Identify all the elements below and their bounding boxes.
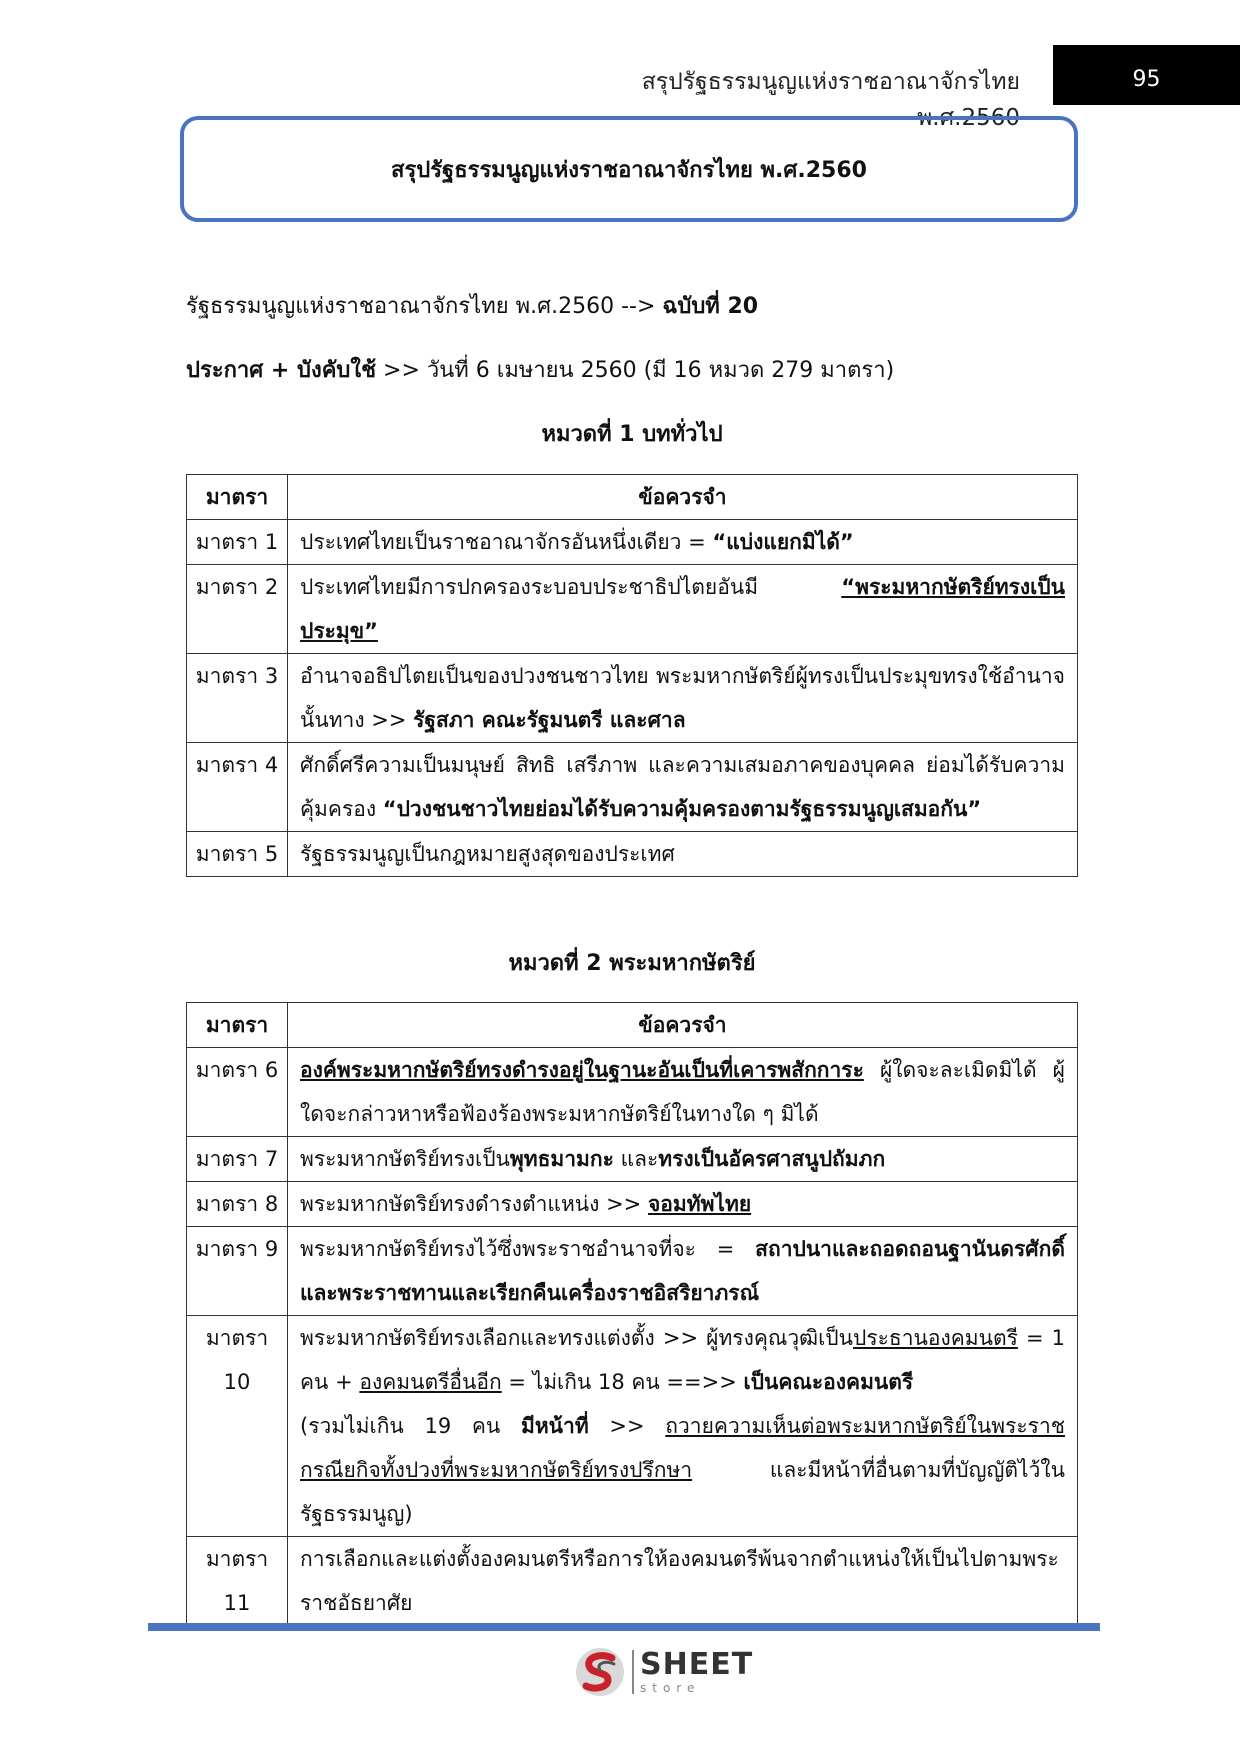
table-header-row — [187, 475, 1078, 520]
article-number: มาตรา 8 — [187, 1182, 288, 1227]
article-note: ศักดิ์ศรีความเป็นมนุษย์ สิทธิ เสรีภาพ และความเสมอภาคของบุคคล ย่อมได้รับความคุ้มครอง “ปวงชนชาวไทยย่อมได้รับความคุ้มครองตามรัฐธรรมนูญเสมอกัน” — [288, 743, 1078, 832]
page-number: 95 — [1053, 45, 1240, 105]
intro-edition-text: รัฐธรรมนูญแห่งราชอาณาจักรไทย พ.ศ.2560 --> — [186, 294, 663, 319]
logo-divider — [632, 1650, 634, 1694]
column-header-note: ข้อควรจำ — [288, 475, 1078, 520]
column-header-article: มาตรา — [187, 1003, 288, 1048]
table-row — [187, 1227, 1078, 1316]
section-1-title: หมวดที่ 1 บททั่วไป — [541, 422, 723, 447]
section-2-table — [186, 1002, 1078, 1626]
article-number: มาตรา 11 — [187, 1537, 288, 1626]
article-number: มาตรา 9 — [187, 1227, 288, 1316]
article-note: พระมหากษัตริย์ทรงไว้ซึ่งพระราชอำนาจที่จะ = สถาปนาและถอดถอนฐานันดรศักดิ์และพระราชทานและเรียกคืนเครื่องราชอิสริยาภรณ์ — [288, 1227, 1078, 1316]
table-header-row — [187, 1003, 1078, 1048]
article-note: อำนาจอธิปไตยเป็นของปวงชนชาวไทย พระมหากษัตริย์ผู้ทรงเป็นประมุขทรงใช้อำนาจนั้นทาง >> รัฐสภา คณะรัฐมนตรี และศาล — [288, 654, 1078, 743]
article-number: มาตรา 7 — [187, 1137, 288, 1182]
table-row — [187, 1048, 1078, 1137]
intro-promulgation-label: ประกาศ + บังคับใช้ — [186, 358, 377, 383]
article-number: มาตรา 5 — [187, 832, 288, 877]
section-1-table — [186, 474, 1078, 877]
running-header-title: สรุปรัฐธรรมนูญแห่งราชอาณาจักรไทย พ.ศ.2560 — [641, 69, 1020, 131]
article-number: มาตรา 6 — [187, 1048, 288, 1137]
article-note: องค์พระมหากษัตริย์ทรงดำรงอยู่ในฐานะอันเป็นที่เคารพสักการะ ผู้ใดจะละเมิดมิได้ ผู้ใดจะกล่าวหาหรือฟ้องร้องพระมหากษัตริย์ในทางใด ๆ มิได้ — [288, 1048, 1078, 1137]
table-row — [187, 654, 1078, 743]
article-note: รัฐธรรมนูญเป็นกฎหมายสูงสุดของประเทศ — [288, 832, 1078, 877]
document-title: สรุปรัฐธรรมนูญแห่งราชอาณาจักรไทย พ.ศ.2560 — [391, 157, 867, 183]
table-row — [187, 520, 1078, 565]
article-number: มาตรา 3 — [187, 654, 288, 743]
document-title-box — [180, 116, 1078, 222]
table-row — [187, 743, 1078, 832]
article-note: พระมหากษัตริย์ทรงดำรงตำแหน่ง >> จอมทัพไทย — [288, 1182, 1078, 1227]
article-number: มาตรา 10 — [187, 1316, 288, 1537]
table-row — [187, 832, 1078, 877]
article-number: มาตรา 1 — [187, 520, 288, 565]
footer-divider — [148, 1623, 1100, 1631]
intro-promulgation-date: >> วันที่ 6 เมษายน 2560 (มี 16 หมวด 279 มาตรา) — [376, 358, 895, 383]
logo-text — [640, 1647, 754, 1695]
article-number: มาตรา 4 — [187, 743, 288, 832]
table-row — [187, 1316, 1078, 1537]
logo-subword: store — [640, 1681, 701, 1695]
article-number: มาตรา 2 — [187, 565, 288, 654]
table-row — [187, 565, 1078, 654]
column-header-note: ข้อควรจำ — [288, 1003, 1078, 1048]
sheet-store-s-logo-icon — [574, 1646, 626, 1698]
article-note: ประเทศไทยเป็นราชอาณาจักรอันหนึ่งเดียว = “แบ่งแยกมิได้” — [288, 520, 1078, 565]
article-note: การเลือกและแต่งตั้งองคมนตรีหรือการให้องคมนตรีพ้นจากตำแหน่งให้เป็นไปตามพระราชอัธยาศัย — [288, 1537, 1078, 1626]
intro-line-edition — [186, 288, 758, 323]
intro-edition-number: ฉบับที่ 20 — [662, 294, 759, 319]
logo-word: SHEET — [640, 1647, 754, 1682]
table-row — [187, 1137, 1078, 1182]
column-header-article: มาตรา — [187, 475, 288, 520]
table-row — [187, 1182, 1078, 1227]
article-note: พระมหากษัตริย์ทรงเลือกและทรงแต่งตั้ง >> ผู้ทรงคุณวุฒิเป็นประธานองคมนตรี = 1 คน + องคมนตรีอื่นอีก = ไม่เกิน 18 คน ==>> เป็นคณะองคมนตรี (รวมไม่เกิน 19 คน มีหน้าที่ >> ถวายความเห็นต่อพระมหากษัตริย์ในพระราชกรณียกิจทั้งปวงที่พระมหากษัตริย์ทรงปรึกษา และมีหน้าที่อื่นตามที่บัญญัติไว้ในรัฐธรรมนูญ) — [288, 1316, 1078, 1537]
table-row — [187, 1537, 1078, 1626]
section-2-title: หมวดที่ 2 พระมหากษัตริย์ — [508, 951, 756, 976]
sheet-store-logo — [574, 1646, 753, 1698]
article-note: พระมหากษัตริย์ทรงเป็นพุทธมามกะ และทรงเป็นอัครศาสนูปถัมภก — [288, 1137, 1078, 1182]
intro-line-promulgation — [186, 352, 894, 387]
article-note: ประเทศไทยมีการปกครองระบอบประชาธิปไตยอันมี “พระมหากษัตริย์ทรงเป็นประมุข” — [288, 565, 1078, 654]
